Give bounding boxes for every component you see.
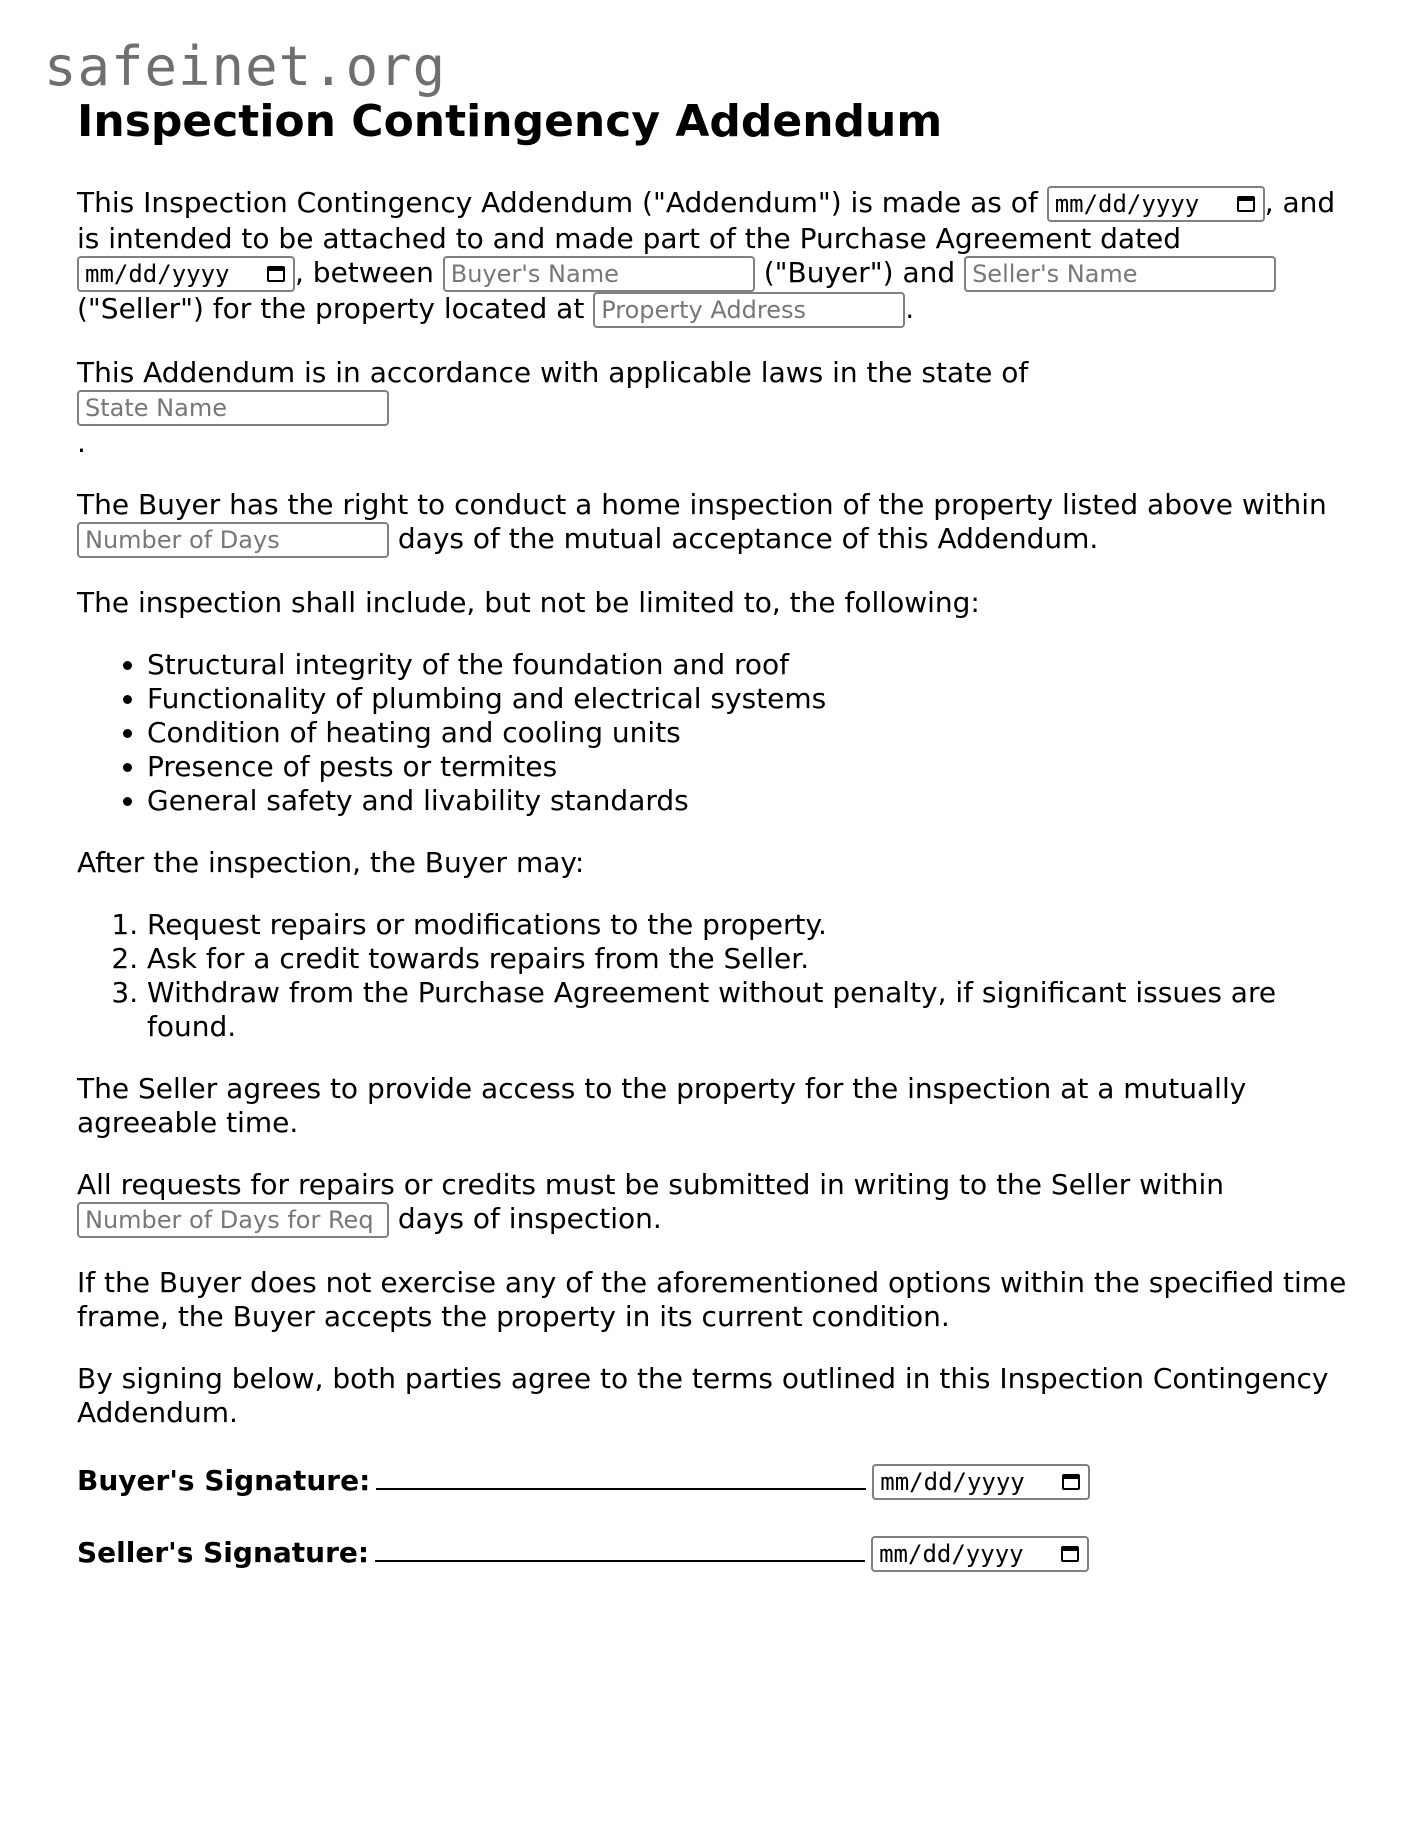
list-item: • Presence of pests or termites xyxy=(147,750,1347,784)
seller-signature-row xyxy=(77,1530,1347,1572)
intro-text-2: , and is intended to be attached to and made part of the Purchase Agreement dated xyxy=(77,186,1336,255)
seller-name-input[interactable]: Seller's Name xyxy=(964,256,1276,292)
buyer-signature-line[interactable] xyxy=(376,1458,866,1490)
access-paragraph: The Seller agrees to provide access to the property for the inspection at a mutually agreeable time. xyxy=(77,1072,1247,1139)
inspection-right-paragraph xyxy=(77,488,1347,558)
calendar-icon[interactable] xyxy=(267,266,285,282)
list-item: 3. Withdraw from the Purchase Agreement without penalty, if significant issues are found. xyxy=(147,976,1347,1044)
calendar-icon[interactable] xyxy=(1062,1474,1080,1490)
requests-text-1: All requests for repairs or credits must be submitted in writing to the Seller within xyxy=(77,1168,1225,1201)
intro-text-1: This Inspection Contingency Addendum ("Addendum") is made as of xyxy=(77,186,1038,219)
requests-paragraph xyxy=(77,1168,1347,1238)
state-text-1: This Addendum is in accordance with applicable laws in the state of xyxy=(77,356,1029,389)
inspection-items-list xyxy=(77,648,1347,818)
date-placeholder: mm/dd/yyyy xyxy=(879,1540,1024,1568)
document xyxy=(77,96,1347,1602)
watermark: safeinet.org xyxy=(44,35,447,98)
date-placeholder: mm/dd/yyyy xyxy=(880,1468,1025,1496)
purchase-agreement-date-input[interactable] xyxy=(77,256,295,292)
state-text-2: . xyxy=(77,426,86,459)
date-placeholder: mm/dd/yyyy xyxy=(1054,190,1200,218)
buyer-signature-row xyxy=(77,1458,1347,1500)
buyer-signature-date-input[interactable] xyxy=(872,1464,1090,1500)
list-item: • Condition of heating and cooling units xyxy=(147,716,1347,750)
list-item: • Structural integrity of the foundation and roof xyxy=(147,648,1347,682)
inspection-scope-intro: The inspection shall include, but not be limited to, the following: xyxy=(77,586,980,619)
date-placeholder: mm/dd/yyyy xyxy=(85,260,230,288)
calendar-icon[interactable] xyxy=(1061,1546,1079,1562)
document-title: Inspection Contingency Addendum xyxy=(77,96,943,147)
intro-text-6: . xyxy=(905,292,915,325)
requests-text-2: days of inspection. xyxy=(397,1202,662,1235)
property-address-input[interactable]: Property Address xyxy=(593,292,905,328)
seller-signature-label: Seller's Signature: xyxy=(77,1536,370,1569)
intro-paragraph xyxy=(77,186,1347,328)
state-paragraph xyxy=(77,356,1347,460)
inspection-right-text-1: The Buyer has the right to conduct a home inspection of the property listed above within xyxy=(77,488,1327,521)
state-name-input[interactable]: State Name xyxy=(77,390,389,426)
options-list xyxy=(77,908,1347,1044)
list-item: 1. Request repairs or modifications to the property. xyxy=(147,908,1347,942)
addendum-date-input[interactable] xyxy=(1047,186,1265,222)
intro-text-4: ("Buyer") and xyxy=(763,256,956,289)
list-item: • General safety and livability standards xyxy=(147,784,1347,818)
seller-signature-line[interactable] xyxy=(375,1530,865,1562)
options-intro: After the inspection, the Buyer may: xyxy=(77,846,585,879)
number-of-days-input[interactable]: Number of Days xyxy=(77,522,389,558)
inspection-right-text-2: days of the mutual acceptance of this Addendum. xyxy=(397,522,1099,555)
calendar-icon[interactable] xyxy=(1237,196,1255,212)
list-item: • Functionality of plumbing and electrical systems xyxy=(147,682,1347,716)
buyer-signature-label: Buyer's Signature: xyxy=(77,1464,371,1497)
list-item: 2. Ask for a credit towards repairs from the Seller. xyxy=(147,942,1347,976)
agreement-paragraph: By signing below, both parties agree to the terms outlined in this Inspection Contingency Addendum. xyxy=(77,1362,1329,1429)
number-of-days-for-requests-input[interactable]: Number of Days for Req xyxy=(77,1202,389,1238)
intro-text-5: ("Seller") for the property located at xyxy=(77,292,585,325)
intro-text-3: , between xyxy=(295,256,434,289)
seller-signature-date-input[interactable] xyxy=(871,1536,1089,1572)
buyer-name-input[interactable]: Buyer's Name xyxy=(443,256,755,292)
acceptance-paragraph: If the Buyer does not exercise any of the aforementioned options within the specified time frame, the Buyer accepts the property in its current condition. xyxy=(77,1266,1347,1333)
